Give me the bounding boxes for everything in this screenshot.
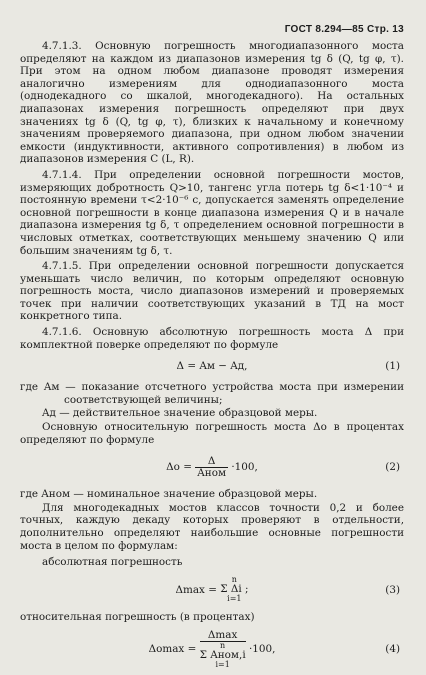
paragraph-4-7-1-4: 4.7.1.4. При определении основной погрешности мостов, измеряющих добротность Q>10, тангенс угла потерь tg δ<1·10⁻⁴ и постоянную времени τ<2·10⁻⁶ с, допускается заменять определение основной погрешности в конце диапазона измерения Q и в начале диапазона измерения tg δ, τ определением основной погрешности в числовых отметках, соответствующих меньшему значению Q или большим значениям tg δ, τ.	[20, 168, 404, 257]
formula-2-right: ·100,	[231, 461, 258, 474]
formula-4-right: ·100,	[248, 643, 276, 656]
multidecade-paragraph: Для многодекадных мостов классов точности 0,2 и более точных, каждую декаду которых проверяют в отдельности, дополнительно определяют наибольшие основные погрешности моста в целом по формулам:	[20, 501, 404, 552]
formula-3-sum-bottom: i=1	[227, 594, 242, 604]
formula-3-number: (3)	[385, 583, 400, 596]
formula-3-sum-top: n	[231, 575, 237, 585]
formula-2	[20, 452, 404, 482]
formula-4-numerator: Δmax	[200, 630, 246, 642]
formula-1	[20, 357, 404, 375]
document-body	[20, 40, 404, 675]
page-header: ГОСТ 8.294—85 Стр. 13	[284, 24, 404, 35]
formula-3-left: Δmax =	[175, 583, 217, 596]
absolute-error-label: абсолютная погрешность	[42, 556, 183, 569]
formula-4-denominator: Σ Aном,i	[199, 648, 246, 661]
formula-3-sum-expr: Σ Δi ;	[220, 583, 249, 596]
paragraph-4-7-1-5: 4.7.1.5. При определении основной погрешности допускается уменьшать число величин, по которым определяют основную погрешность моста, число диапазонов измерений и проверяемых точек при наличии соответствующих указаний в ТД на мост конкретного типа.	[20, 260, 404, 323]
formula-4-fraction	[200, 630, 246, 669]
formula-3-sum	[220, 576, 248, 603]
relative-error-label: относительная погрешность (в процентах)	[20, 610, 255, 623]
paragraph-4-7-1-3: 4.7.1.3. Основную погрешность многодиапазонного моста определяют на каждом из диапазонов измерения tg δ (Q, tg φ, τ). При этом на одном любом диапазоне проводят измерения аналогично измерениям для однодиапазонного моста (однодекадного со шкалой, многодекадного). На остальных диапазонах измерения погрешность определяют при двух значениях tg δ (Q, tg φ, τ), близких к начальному и конечному значениям проверяемого диапазона, при одном любом значении емкости (индуктивности, активного сопротивления) в любом из диапазонов измерения C (L, R).	[20, 40, 404, 166]
relative-error-intro: Основную относительную погрешность моста Δo в процентах определяют по формуле	[20, 421, 404, 446]
formula-1-number: (1)	[385, 360, 400, 373]
formula-2-number: (2)	[385, 461, 400, 474]
formula-4-den-top: n	[220, 640, 226, 650]
formula-4-left: Δomax =	[148, 643, 197, 656]
formula-4-number: (4)	[385, 643, 400, 656]
definition-am: где Aм — показание отсчетного устройства моста при измерении соответствующей величины;	[20, 381, 404, 406]
paragraph-4-7-1-6: 4.7.1.6. Основную абсолютную погрешность моста Δ при комплектной поверке определяют по формуле	[20, 326, 404, 351]
definition-ad: Aд — действительное значение образцовой меры.	[42, 407, 318, 420]
formula-2-fraction	[195, 456, 228, 479]
formula-2-numerator: Δ	[195, 456, 228, 468]
definition-anom: где Aном — номинальное значение образцовой меры.	[20, 488, 318, 501]
formula-2-left: Δo =	[166, 461, 192, 474]
formula-2-denominator: Aном	[197, 466, 227, 479]
formula-1-expr: Δ = Aм − Aд,	[176, 360, 248, 373]
formula-4	[20, 629, 404, 669]
formula-3	[20, 575, 404, 605]
formula-4-den-bottom: i=1	[215, 659, 230, 669]
